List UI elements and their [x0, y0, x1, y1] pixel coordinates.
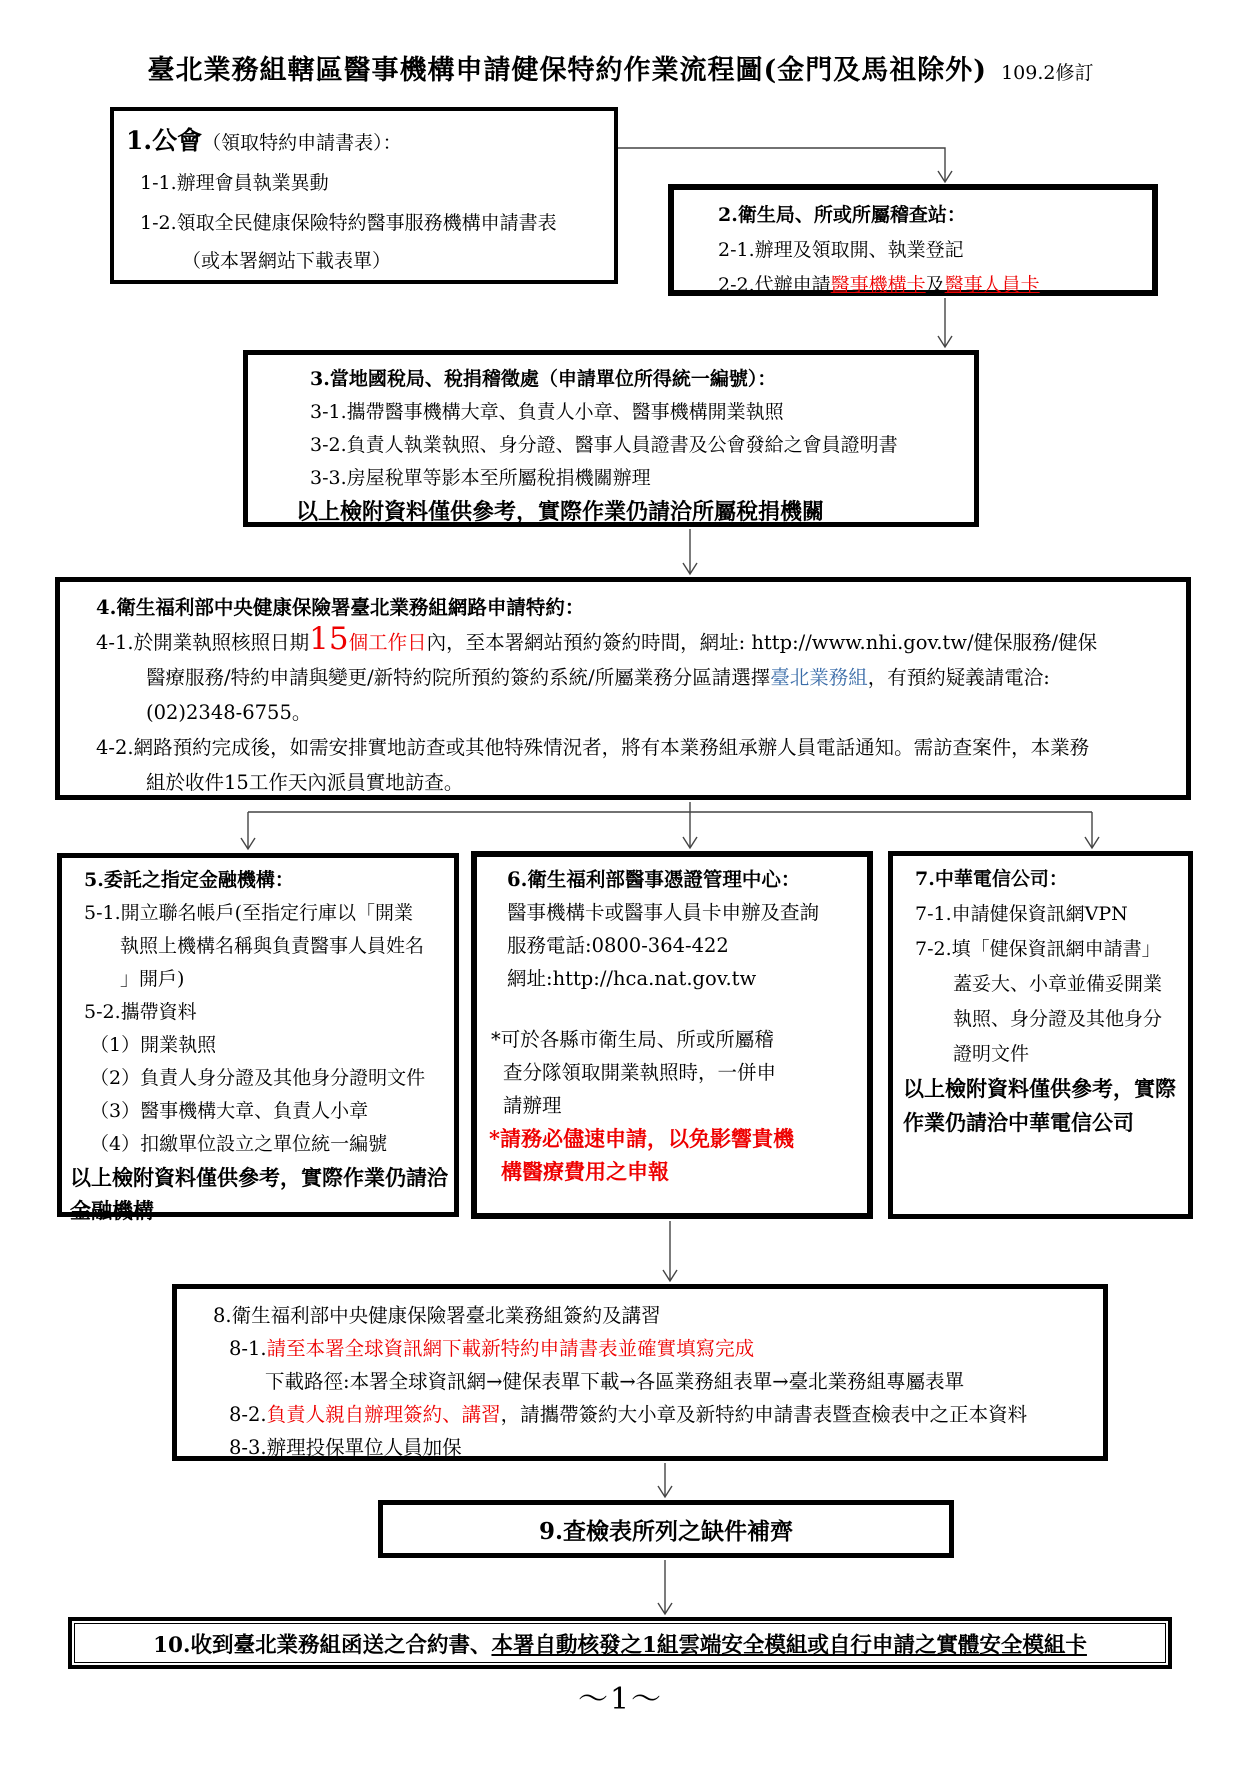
flow-step-4-box [55, 577, 1191, 800]
step-1-2: 1-2.領取全民健康保險特約醫事服務機構申請書表 [140, 212, 557, 234]
step-10-text: 10.收到臺北業務組函送之合約書、本署自動核發之1組雲端安全模組或自行申請之實體安全模組卡 [153, 1632, 1087, 1658]
step-1-heading: 1.公會（領取特約申請書表）： [126, 126, 402, 155]
step-4-phone: (02)2348-6755。 [146, 701, 312, 724]
flow-step-10-box [68, 1617, 1172, 1669]
page-number: ～1～ [577, 1682, 664, 1717]
flow-step-5-box: 5.委託之指定金融機構： 5-1.開立聯名帳戶(至指定行庫以「開業 執照上機構名稱與負責醫事人員姓名 」開戶) 5-2.攜帶資料 （1）開業執照 （2）負責人身分證及其他身分證明文件 （3）醫事機構大章、負責人小章 （4）扣繳單位設立之單位統一編號 以上檢附資料僅供參考，實際作業仍請洽金融機構 [57, 853, 459, 1217]
step-3-3: 3-3.房屋稅單等影本至所屬稅捐機關辦理 [310, 467, 651, 489]
step-4-1-wrap: 醫療服務/特約申請與變更/新特約院所預約簽約系統/所屬業務分區請選擇臺北業務組，有預約疑義請電洽: [146, 666, 1050, 689]
step-7-heading: 7.中華電信公司： [915, 868, 1068, 890]
step-5-2-item-1: （1）開業執照 [90, 1034, 217, 1056]
step-8-download-path: 下載路徑:本署全球資訊網→健保表單下載→各區業務組表單→臺北業務組專屬表單 [265, 1370, 965, 1393]
step-6-desc: 醫事機構卡或醫事人員卡申辦及查詢 [507, 901, 820, 924]
step-3-1: 3-1.攜帶醫事機構大章、負責人小章、醫事機構開業執照 [310, 401, 784, 423]
step-6-heading: 6.衛生福利部醫事憑證管理中心： [507, 868, 801, 891]
step-5-2-item-2: （2）負責人身分證及其他身分證明文件 [90, 1067, 426, 1089]
step-8-1: 8-1.請至本署全球資訊網下載新特約申請書表並確實填寫完成 [229, 1337, 755, 1360]
step-6-warning: *請務必儘速申請，以免影響貴機 [489, 1126, 794, 1151]
step-9-heading: 9.查檢表所列之缺件補齊 [538, 1517, 793, 1545]
taipei-division-link[interactable]: 臺北業務組 [770, 666, 868, 689]
step-6-url: 網址:http://hca.nat.gov.tw [507, 967, 757, 990]
page-title-text: 臺北業務組轄區醫事機構申請健保特約作業流程圖(金門及馬祖除外) [147, 55, 988, 86]
step-2-heading: 2.衛生局、所或所屬稽查站： [718, 204, 966, 226]
flow-step-8-box [172, 1284, 1108, 1461]
step-8-heading: 8.衛生福利部中央健康保險署臺北業務組簽約及講習 [213, 1304, 661, 1327]
flow-step-1-box [110, 107, 618, 284]
step-7-note: 以上檢附資料僅供參考，實際作業仍請洽中華電信公司 [903, 1076, 1176, 1135]
step-6-phone: 服務電話:0800-364-422 [507, 934, 729, 957]
step-5-heading: 5.委託之指定金融機構： [84, 869, 294, 891]
nhi-url: http://www.nhi.gov.tw/健保服務/健保 [751, 631, 1098, 654]
medical-institution-card-link[interactable]: 醫事機構卡 [830, 274, 926, 296]
step-7-2: 7-2.填「健保資訊網申請書」 [915, 938, 1161, 960]
step-3-heading: 3.當地國稅局、稅捐稽徵處（申請單位所得統一編號）： [310, 368, 777, 390]
step-5-2-item-4: （4）扣繳單位設立之單位統一編號 [90, 1133, 388, 1155]
step-1-number: 1.公會 [126, 126, 203, 155]
security-module-underline: 本署自動核發之1組雲端安全模組或自行申請之實體安全模組卡 [491, 1632, 1087, 1658]
step-1-1: 1-1.辦理會員執業異動 [140, 172, 329, 194]
step-8-3: 8-3.辦理投保單位人員加保 [229, 1436, 462, 1459]
step-4-1: 4-1.於開業執照核照日期15個工作日內，至本署網站預約簽約時間，網址: http://www.nhi.gov.tw/健保服務/健保 [96, 621, 1098, 657]
revision-label: 109.2修訂 [1001, 62, 1094, 84]
step-1-2-note: （或本署網站下載表單） [182, 250, 392, 272]
step-3-note: 以上檢附資料僅供參考，實際作業仍請洽所屬稅捐機關 [296, 499, 825, 525]
step-5-1: 5-1.開立聯名帳戶(至指定行庫以「開業 [84, 902, 414, 924]
flow-step-6-box: 6.衛生福利部醫事憑證管理中心： 醫事機構卡或醫事人員卡申辦及查詢 服務電話:0800-364-422 網址:http://hca.nat.gov.tw *可於各縣市衛生局、所或所屬稽 查分隊領取開業執照時，一併申 請辦理 *請務必儘速申請，以免影響貴機 構醫療費用之申報 [471, 851, 873, 1219]
step-4-2-wrap: 組於收件15工作天內派員實地訪查。 [146, 771, 464, 794]
step-7-1: 7-1.申請健保資訊網VPN [915, 903, 1128, 925]
step-3-2: 3-2.負責人執業執照、身分證、醫事人員證書及公會發給之會員證明書 [310, 434, 898, 456]
deadline-days: 15 [309, 621, 349, 657]
flow-step-9-box [378, 1500, 954, 1558]
step-8-2: 8-2.負責人親自辦理簽約、講習，請攜帶簽約大小章及新特約申請書表暨查檢表中之正本資料 [229, 1403, 1028, 1426]
step-5-2-item-3: （3）醫事機構大章、負責人小章 [90, 1100, 369, 1122]
flow-step-7-box: 7.中華電信公司： 7-1.申請健保資訊網VPN 7-2.填「健保資訊網申請書」 蓋妥大、小章並備妥開業 執照、身分證及其他身分 證明文件 以上檢附資料僅供參考，實際作業仍請洽中華電信公司 [888, 851, 1193, 1219]
step-2-1: 2-1.辦理及領取開、執業登記 [718, 239, 964, 261]
step-4-2: 4-2.網路預約完成後，如需安排實地訪查或其他特殊情況者，將有本業務組承辦人員電話通知。需訪查案件，本業務 [96, 736, 1090, 759]
page-title [0, 48, 1241, 87]
medical-personnel-card-link[interactable]: 醫事人員卡 [944, 274, 1040, 296]
step-6-tip: *可於各縣市衛生局、所或所屬稽 [491, 1028, 774, 1051]
step-2-2: 2-2.代辦申請醫事機構卡及醫事人員卡 [718, 274, 1040, 296]
step-5-note: 以上檢附資料僅供參考，實際作業仍請洽金融機構 [70, 1165, 448, 1223]
flow-step-3-box [243, 350, 979, 527]
step-4-heading: 4.衛生福利部中央健康保險署臺北業務組網路申請特約： [96, 596, 585, 619]
flow-step-2-box [668, 184, 1158, 296]
step-5-2: 5-2.攜帶資料 [84, 1001, 197, 1023]
